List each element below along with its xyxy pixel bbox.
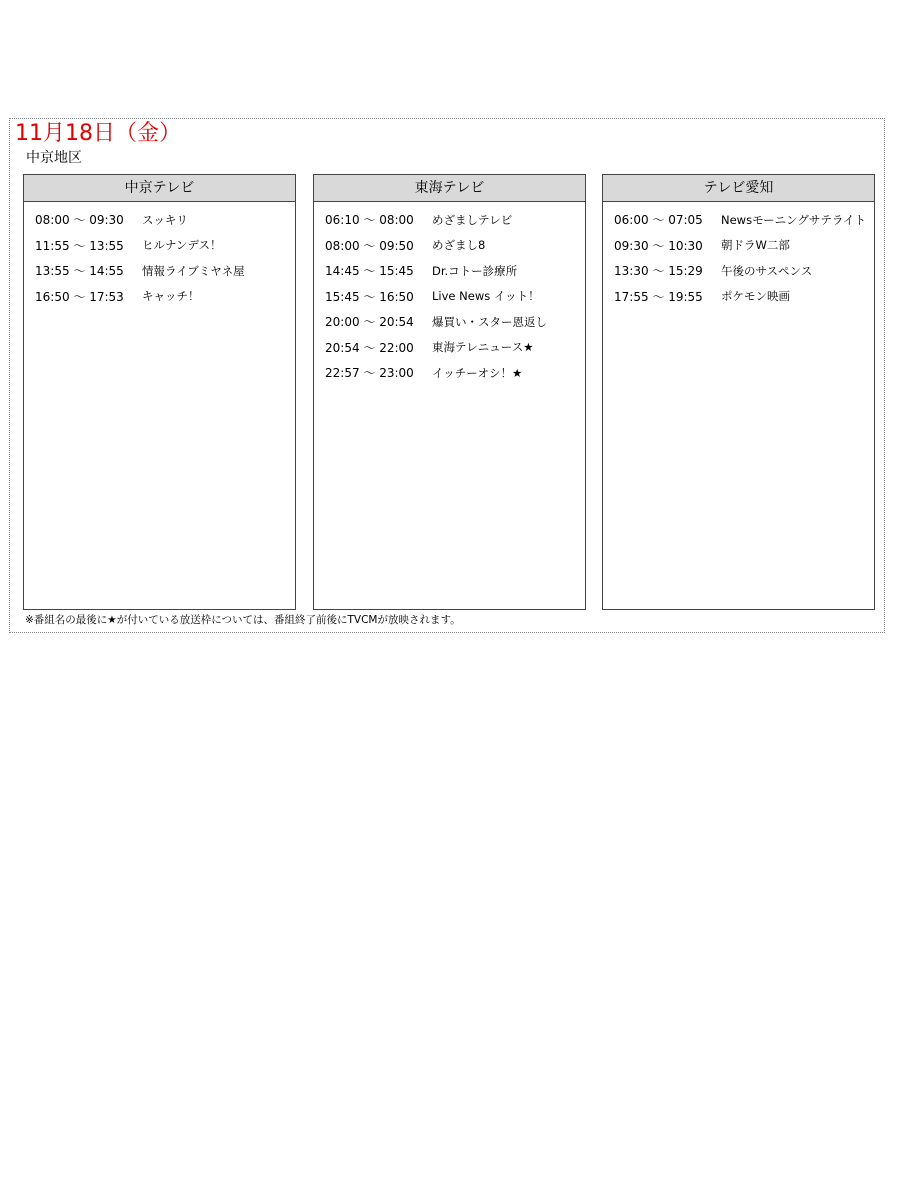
program-row: [24, 258, 295, 284]
program-time: 20:00 ～ 20:54: [325, 315, 414, 330]
program-list: [24, 202, 295, 309]
program-time: 09:30 ～ 10:30: [614, 238, 703, 253]
program-time: 16:50 ～ 17:53: [35, 289, 124, 304]
program-title: Newsモーニングサテライト: [721, 212, 867, 227]
program-title: 朝ドラW二部: [721, 238, 790, 253]
schedule-sheet: [9, 118, 885, 633]
program-title: 東海テレニュース★: [432, 340, 534, 355]
station-panel-chukyo-tv: [23, 174, 296, 610]
program-time: 11:55 ～ 13:55: [35, 238, 124, 253]
program-title: Dr.コトー診療所: [432, 263, 518, 278]
program-row: [603, 284, 874, 310]
program-title: ヒルナンデス！: [142, 238, 222, 253]
program-row: [24, 207, 295, 233]
program-time: 20:54 ～ 22:00: [325, 340, 414, 355]
program-title: 爆買い・スター恩返し: [432, 314, 547, 329]
program-row: [314, 207, 585, 233]
program-time: 14:45 ～ 15:45: [325, 264, 414, 279]
program-row: [603, 233, 874, 259]
program-title: イッチーオシ！★: [432, 365, 523, 380]
program-time: 08:00 ～ 09:30: [35, 213, 124, 228]
program-title: キャッチ！: [142, 289, 200, 304]
program-row: [603, 207, 874, 233]
program-title: スッキリ: [142, 212, 188, 227]
program-list: [314, 202, 585, 386]
program-list: [603, 202, 874, 309]
program-title: めざまし8: [432, 238, 486, 253]
program-time: 08:00 ～ 09:50: [325, 238, 414, 253]
station-name: 東海テレビ: [314, 175, 585, 202]
program-row: [314, 309, 585, 335]
footnote: ※番組名の最後に★が付いている放送枠については、番組終了前後にTVCMが放映されます。: [25, 614, 461, 626]
program-time: 22:57 ～ 23:00: [325, 366, 414, 381]
station-name: 中京テレビ: [24, 175, 295, 202]
program-time: 06:00 ～ 07:05: [614, 213, 703, 228]
date-title: 11月18日（金）: [15, 121, 181, 146]
program-time: 06:10 ～ 08:00: [325, 213, 414, 228]
program-time: 17:55 ～ 19:55: [614, 289, 703, 304]
station-name: テレビ愛知: [603, 175, 874, 202]
region-label: 中京地区: [26, 150, 82, 166]
program-title: めざましテレビ: [432, 212, 513, 227]
station-panel-tv-aichi: [602, 174, 875, 610]
program-row: [314, 233, 585, 259]
program-row: [24, 233, 295, 259]
station-panel-tokai-tv: [313, 174, 586, 610]
program-row: [24, 284, 295, 310]
program-row: [314, 335, 585, 361]
program-row: [314, 258, 585, 284]
program-row: [603, 258, 874, 284]
program-title: Live News イット！: [432, 289, 540, 304]
program-row: [314, 360, 585, 386]
program-title: 情報ライブミヤネ屋: [142, 263, 245, 278]
program-row: [314, 284, 585, 310]
program-title: 午後のサスペンス: [721, 263, 813, 278]
program-time: 13:55 ～ 14:55: [35, 264, 124, 279]
program-title: ポケモン映画: [721, 289, 790, 304]
program-time: 13:30 ～ 15:29: [614, 264, 703, 279]
program-time: 15:45 ～ 16:50: [325, 289, 414, 304]
